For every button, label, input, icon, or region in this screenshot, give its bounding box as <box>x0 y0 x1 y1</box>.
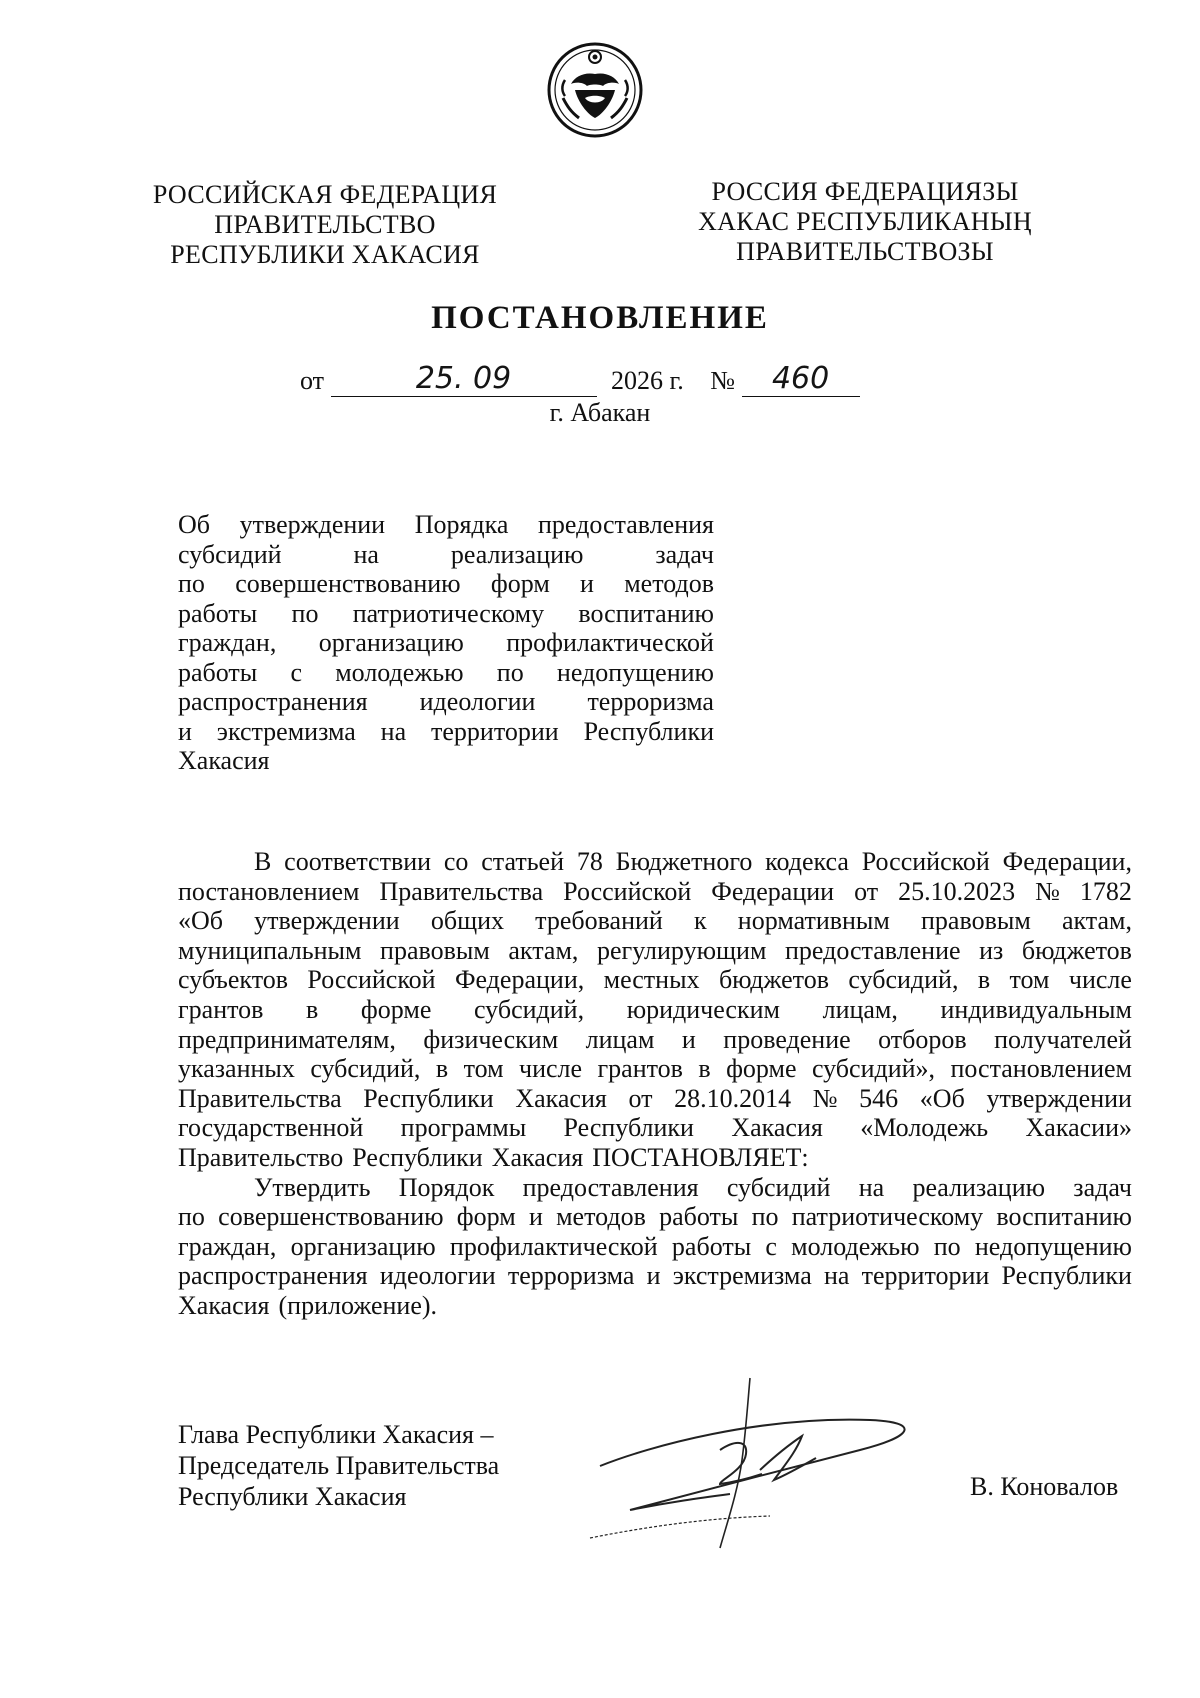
word: субсидий, <box>848 965 959 995</box>
word: терроризма <box>507 1261 635 1291</box>
word: проведение <box>723 1024 851 1054</box>
signatory-position <box>178 1419 499 1512</box>
header-left-line: РОССИЙСКАЯ ФЕДЕРАЦИЯ <box>152 180 498 209</box>
word: из <box>979 935 1004 965</box>
subject-line <box>178 717 714 747</box>
body-line <box>178 1261 1132 1291</box>
word: грантов <box>597 1054 683 1084</box>
word: Республики <box>363 1083 494 1113</box>
word: утверждении <box>254 906 400 936</box>
word: актам, <box>508 935 579 965</box>
body-line <box>178 1084 1132 1114</box>
word: актам, <box>1061 906 1132 936</box>
header-left-line: РЕСПУБЛИКИ ХАКАСИЯ <box>170 240 480 269</box>
word: Российской <box>861 847 990 876</box>
word: постановлением <box>178 876 360 906</box>
body-line <box>178 847 1132 877</box>
word: Порядок <box>398 1172 495 1202</box>
word: юридическим <box>626 994 780 1024</box>
subject-line <box>178 510 714 540</box>
word: к <box>694 906 707 936</box>
subject-line <box>178 628 714 658</box>
date-handwritten: 25. 09 <box>331 366 597 397</box>
word: со <box>443 847 469 876</box>
word: по <box>178 569 205 598</box>
word: правовым <box>921 906 1031 936</box>
word: № <box>812 1083 838 1113</box>
word: Федерации, <box>1002 847 1132 876</box>
body-line <box>178 877 1132 907</box>
word: субъектов <box>178 965 289 995</box>
word: Республики <box>583 716 714 746</box>
year: 2026 г. <box>611 366 684 395</box>
word: по <box>496 657 524 687</box>
word: Республики <box>563 1113 694 1143</box>
number-handwritten: 460 <box>742 366 860 397</box>
word: Хакасия <box>178 746 270 775</box>
handwritten-signature <box>570 1370 950 1565</box>
word: форме <box>726 1054 797 1084</box>
word: субсидий <box>178 539 282 569</box>
body-line <box>178 906 1132 936</box>
word: идеологии <box>379 1261 496 1291</box>
body-text <box>178 847 1132 1321</box>
word: субсидий <box>726 1172 831 1202</box>
word: кодекса <box>765 847 849 876</box>
word: индивидуальным <box>940 994 1132 1024</box>
word: предоставления <box>538 510 714 539</box>
word: от <box>628 1083 653 1113</box>
word: требований <box>535 906 663 936</box>
header-right-line: ХАКАС РЕСПУБЛИКАНЫҢ <box>698 207 1032 236</box>
body-line <box>178 965 1132 995</box>
word: организацию <box>318 628 464 657</box>
word: правовым <box>380 935 490 965</box>
word: предоставление <box>784 935 961 965</box>
body-line <box>178 1173 1132 1203</box>
word: Республики <box>352 1142 483 1172</box>
word: утверждении <box>239 510 386 539</box>
subject-block <box>178 510 714 776</box>
word: и <box>528 1202 543 1232</box>
body-line <box>178 1291 1132 1321</box>
word: на <box>353 539 379 569</box>
document-title: ПОСТАНОВЛЕНИЕ <box>431 300 769 336</box>
word: предпринимателям, <box>178 1024 396 1054</box>
word: субсидий», <box>811 1054 936 1084</box>
subject-line <box>178 746 714 776</box>
word: от <box>854 876 879 906</box>
word: бюджетов <box>1021 935 1132 965</box>
word: идеологии <box>419 687 536 716</box>
word: постановлением <box>950 1054 1132 1084</box>
word: с <box>765 1231 777 1261</box>
word: по <box>178 1202 205 1232</box>
position-line: Республики Хакасия <box>178 1482 407 1511</box>
body-line <box>178 995 1132 1025</box>
word: Хакасия <box>491 1142 584 1172</box>
word: утверждении <box>986 1083 1132 1113</box>
word: экстремизма <box>672 1261 812 1291</box>
subject-line <box>178 687 714 717</box>
word: программы <box>400 1113 527 1143</box>
word: 28.10.2014 <box>674 1083 792 1113</box>
word: патриотическому <box>791 1202 984 1232</box>
word: грантов <box>178 994 264 1024</box>
word: форме <box>360 994 432 1024</box>
word: и <box>178 716 192 746</box>
word: Федерации, <box>454 965 585 995</box>
word: распространения <box>178 687 368 716</box>
body-line <box>178 1025 1132 1055</box>
word: в <box>977 965 991 995</box>
word: государственной <box>178 1113 364 1143</box>
word: и <box>681 1024 696 1054</box>
word: числе <box>1068 965 1132 995</box>
date-prefix: от <box>300 366 325 395</box>
body-line <box>178 1054 1132 1084</box>
word: субсидий, <box>473 994 585 1024</box>
word: том <box>463 1054 504 1084</box>
header-right <box>695 177 1035 267</box>
word: общих <box>430 906 505 936</box>
body-line <box>178 1113 1132 1143</box>
word: 78 <box>576 847 603 876</box>
word: лицам <box>585 1024 655 1054</box>
word: работы <box>659 1202 739 1232</box>
word: Утвердить <box>254 1172 371 1202</box>
word: молодежью <box>335 657 464 687</box>
word: в <box>435 1054 449 1084</box>
khakassia-coat-of-arms-icon <box>545 40 645 140</box>
position-line: Глава Республики Хакасия – <box>178 1420 494 1449</box>
signatory-name: В. Коновалов <box>970 1472 1119 1501</box>
word: в <box>306 994 319 1024</box>
word: физическим <box>423 1024 559 1054</box>
word: Правительство <box>178 1142 344 1172</box>
word: статьей <box>481 847 565 876</box>
word: задач <box>1073 1172 1132 1202</box>
word: организацию <box>290 1231 436 1261</box>
header-right-line: РОССИЯ ФЕДЕРАЦИЯЗЫ <box>711 177 1019 206</box>
word: методов <box>624 569 714 598</box>
word: и <box>580 569 594 598</box>
word: № <box>1035 876 1060 906</box>
word: задач <box>655 539 714 569</box>
word: Об <box>178 510 211 539</box>
word: Правительства <box>178 1083 342 1113</box>
word: совершенствованию <box>218 1202 444 1232</box>
word: по <box>291 598 319 628</box>
position-line: Председатель Правительства <box>178 1451 500 1480</box>
word: форм <box>490 569 550 598</box>
word: Российской <box>563 876 692 906</box>
header-left-line: ПРАВИТЕЛЬСТВО <box>214 210 436 239</box>
word: граждан, <box>178 628 277 657</box>
body-line <box>178 1143 1132 1173</box>
subject-line <box>178 599 714 629</box>
word: (приложение). <box>278 1290 438 1320</box>
word: распространения <box>178 1261 368 1291</box>
word: с <box>290 657 303 687</box>
word: «Молодежь <box>860 1113 989 1143</box>
word: Федерации <box>711 876 835 906</box>
word: работы <box>178 598 258 628</box>
body-line <box>178 1232 1132 1262</box>
word: получателей <box>994 1024 1132 1054</box>
word: нормативным <box>737 906 890 936</box>
word: работы <box>671 1231 752 1261</box>
word: бюджетов <box>718 965 829 995</box>
word: «Об <box>919 1083 965 1113</box>
word: том <box>1009 965 1050 995</box>
word: Бюджетного <box>615 847 753 876</box>
word: воспитанию <box>996 1202 1132 1232</box>
word: воспитанию <box>578 598 714 628</box>
word: Российской <box>307 965 436 995</box>
header-right-line: ПРАВИТЕЛЬСТВОЗЫ <box>736 237 994 266</box>
number-sign: № <box>710 366 736 395</box>
subject-line <box>178 540 714 570</box>
word: на <box>858 1172 885 1202</box>
word: на <box>380 716 407 746</box>
word: ПОСТАНОВЛЯЕТ: <box>592 1142 809 1172</box>
word: субсидий, <box>310 1054 421 1084</box>
word: Хакасии» <box>1025 1113 1132 1143</box>
word: 546 <box>859 1083 899 1113</box>
word: числе <box>519 1054 583 1084</box>
word: регулирующим <box>596 935 767 965</box>
word: терроризма <box>587 687 714 716</box>
word: по <box>751 1202 779 1232</box>
word: Правительства <box>379 876 544 906</box>
word: территории <box>431 716 559 746</box>
word: недопущению <box>556 657 714 687</box>
word: В <box>254 847 272 876</box>
body-line <box>178 1202 1132 1232</box>
word: граждан, <box>178 1231 277 1261</box>
word: местных <box>603 965 700 995</box>
word: Хакасия <box>178 1290 270 1320</box>
word: реализацию <box>450 539 584 569</box>
word: Республики <box>1001 1261 1132 1291</box>
word: Хакасия <box>515 1083 607 1113</box>
word: «Об <box>178 906 224 936</box>
word: территории <box>861 1261 990 1291</box>
word: профилактической <box>449 1231 658 1261</box>
date-number-line <box>300 361 860 397</box>
word: профилактической <box>506 628 714 657</box>
word: указанных <box>178 1054 295 1084</box>
subject-line <box>178 569 714 599</box>
word: работы <box>178 657 258 687</box>
word: недопущению <box>974 1231 1132 1261</box>
word: совершенствованию <box>235 569 461 598</box>
word: форм <box>456 1202 516 1232</box>
word: и <box>646 1261 661 1291</box>
word: на <box>823 1261 850 1291</box>
word: отборов <box>878 1024 967 1054</box>
word: муниципальным <box>178 935 362 965</box>
word: в <box>698 1054 711 1084</box>
word: патриотическому <box>352 598 545 628</box>
word: методов <box>556 1202 646 1232</box>
subject-line <box>178 658 714 688</box>
word: молодежью <box>791 1231 920 1261</box>
word: реализацию <box>912 1172 1046 1202</box>
word: по <box>933 1231 961 1261</box>
word: Хакасия <box>731 1113 823 1143</box>
word: 1782 <box>1079 876 1132 906</box>
city: г. Абакан <box>549 398 651 427</box>
word: лицам, <box>822 994 898 1024</box>
word: предоставления <box>522 1172 699 1202</box>
word: соответствии <box>284 847 432 876</box>
word: экстремизма <box>216 716 356 746</box>
header-left <box>150 180 500 270</box>
word: 25.10.2023 <box>898 876 1016 906</box>
word: Порядка <box>414 510 509 539</box>
body-line <box>178 936 1132 966</box>
